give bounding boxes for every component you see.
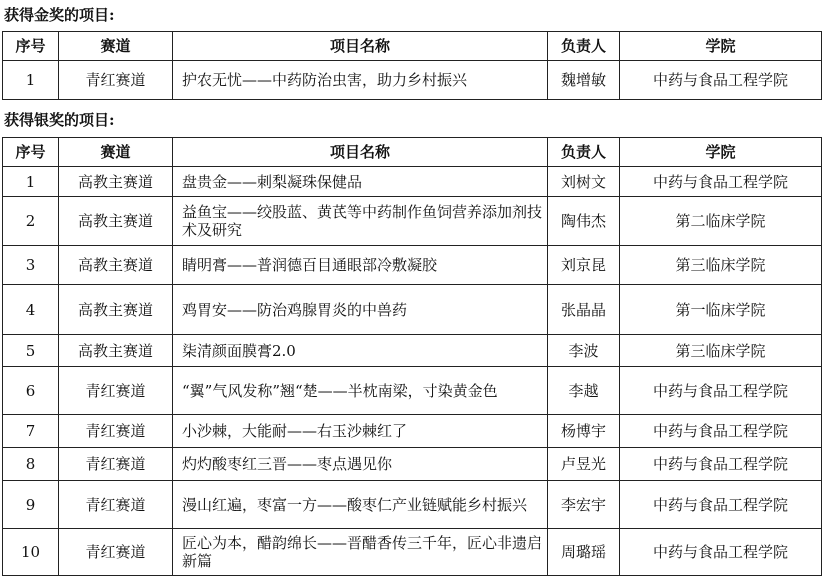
cell-number: 4: [3, 285, 59, 335]
cell-project-name: 盘贵金——刺梨凝珠保健品: [173, 167, 548, 197]
cell-project-name: 灼灼酸枣红三晋——枣点遇见你: [173, 448, 548, 481]
table-row: [3, 415, 822, 448]
silver-section-title: 获得银奖的项目:: [4, 111, 115, 129]
cell-leader: 卢昱光: [548, 448, 620, 481]
cell-college: 第三临床学院: [620, 246, 822, 285]
silver-award-table: [2, 137, 822, 576]
cell-college: 中药与食品工程学院: [620, 481, 822, 529]
cell-track: 青红赛道: [59, 481, 173, 529]
cell-track: 青红赛道: [59, 529, 173, 576]
cell-track: 青红赛道: [59, 61, 173, 100]
cell-track: 青红赛道: [59, 448, 173, 481]
cell-track: 高教主赛道: [59, 246, 173, 285]
table-header-row: [3, 138, 822, 167]
cell-project-name: 睛明膏——普润德百目通眼部冷敷凝胶: [173, 246, 548, 285]
cell-leader: 李越: [548, 367, 620, 415]
table-row: [3, 197, 822, 246]
cell-college: 中药与食品工程学院: [620, 61, 822, 100]
cell-leader: 张晶晶: [548, 285, 620, 335]
cell-leader: 魏增敏: [548, 61, 620, 100]
cell-college: 中药与食品工程学院: [620, 529, 822, 576]
cell-college: 第一临床学院: [620, 285, 822, 335]
header-leader: 负责人: [548, 138, 620, 167]
table-row: [3, 367, 822, 415]
table-row: [3, 167, 822, 197]
table-row: [3, 285, 822, 335]
table-row: [3, 335, 822, 367]
cell-number: 3: [3, 246, 59, 285]
cell-number: 9: [3, 481, 59, 529]
table-row: [3, 481, 822, 529]
header-track: 赛道: [59, 138, 173, 167]
cell-project-name: 护农无忧——中药防治虫害，助力乡村振兴: [173, 61, 548, 100]
cell-leader: 李波: [548, 335, 620, 367]
cell-leader: 周璐瑶: [548, 529, 620, 576]
header-number: 序号: [3, 32, 59, 61]
cell-college: 第三临床学院: [620, 335, 822, 367]
cell-number: 2: [3, 197, 59, 246]
header-leader: 负责人: [548, 32, 620, 61]
cell-college: 中药与食品工程学院: [620, 448, 822, 481]
cell-college: 第二临床学院: [620, 197, 822, 246]
cell-track: 高教主赛道: [59, 335, 173, 367]
header-college: 学院: [620, 138, 822, 167]
table-header-row: [3, 32, 822, 61]
cell-project-name: 漫山红遍，枣富一方——酸枣仁产业链赋能乡村振兴: [173, 481, 548, 529]
cell-track: 青红赛道: [59, 415, 173, 448]
cell-number: 6: [3, 367, 59, 415]
cell-track: 高教主赛道: [59, 197, 173, 246]
cell-leader: 刘京昆: [548, 246, 620, 285]
cell-track: 高教主赛道: [59, 285, 173, 335]
cell-college: 中药与食品工程学院: [620, 167, 822, 197]
cell-number: 1: [3, 61, 59, 100]
cell-number: 10: [3, 529, 59, 576]
table-row: [3, 448, 822, 481]
cell-leader: 刘树文: [548, 167, 620, 197]
cell-number: 7: [3, 415, 59, 448]
gold-section-title: 获得金奖的项目:: [4, 6, 115, 24]
cell-number: 5: [3, 335, 59, 367]
cell-number: 8: [3, 448, 59, 481]
cell-college: 中药与食品工程学院: [620, 415, 822, 448]
cell-leader: 李宏宇: [548, 481, 620, 529]
table-row: [3, 61, 822, 100]
cell-project-name: 鸡胃安——防治鸡腺胃炎的中兽药: [173, 285, 548, 335]
header-project-name: 项目名称: [173, 32, 548, 61]
cell-project-name: 柒清颜面膜膏2.0: [173, 335, 548, 367]
cell-leader: 陶伟杰: [548, 197, 620, 246]
header-project-name: 项目名称: [173, 138, 548, 167]
cell-track: 高教主赛道: [59, 167, 173, 197]
cell-project-name: 益鱼宝——绞股蓝、黄芪等中药制作鱼饲营养添加剂技术及研究: [173, 197, 548, 246]
cell-project-name: 小沙棘，大能耐——右玉沙棘红了: [173, 415, 548, 448]
table-row: [3, 246, 822, 285]
header-college: 学院: [620, 32, 822, 61]
cell-number: 1: [3, 167, 59, 197]
cell-project-name: 匠心为本，醋韵绵长——晋醋香传三千年，匠心非遗启新篇: [173, 529, 548, 576]
gold-award-table: [2, 31, 822, 100]
header-track: 赛道: [59, 32, 173, 61]
table-row: [3, 529, 822, 576]
cell-leader: 杨博宇: [548, 415, 620, 448]
header-number: 序号: [3, 138, 59, 167]
cell-college: 中药与食品工程学院: [620, 367, 822, 415]
cell-project-name: “翼”气风发称”翘“楚——半枕南梁，寸染黄金色: [173, 367, 548, 415]
cell-track: 青红赛道: [59, 367, 173, 415]
